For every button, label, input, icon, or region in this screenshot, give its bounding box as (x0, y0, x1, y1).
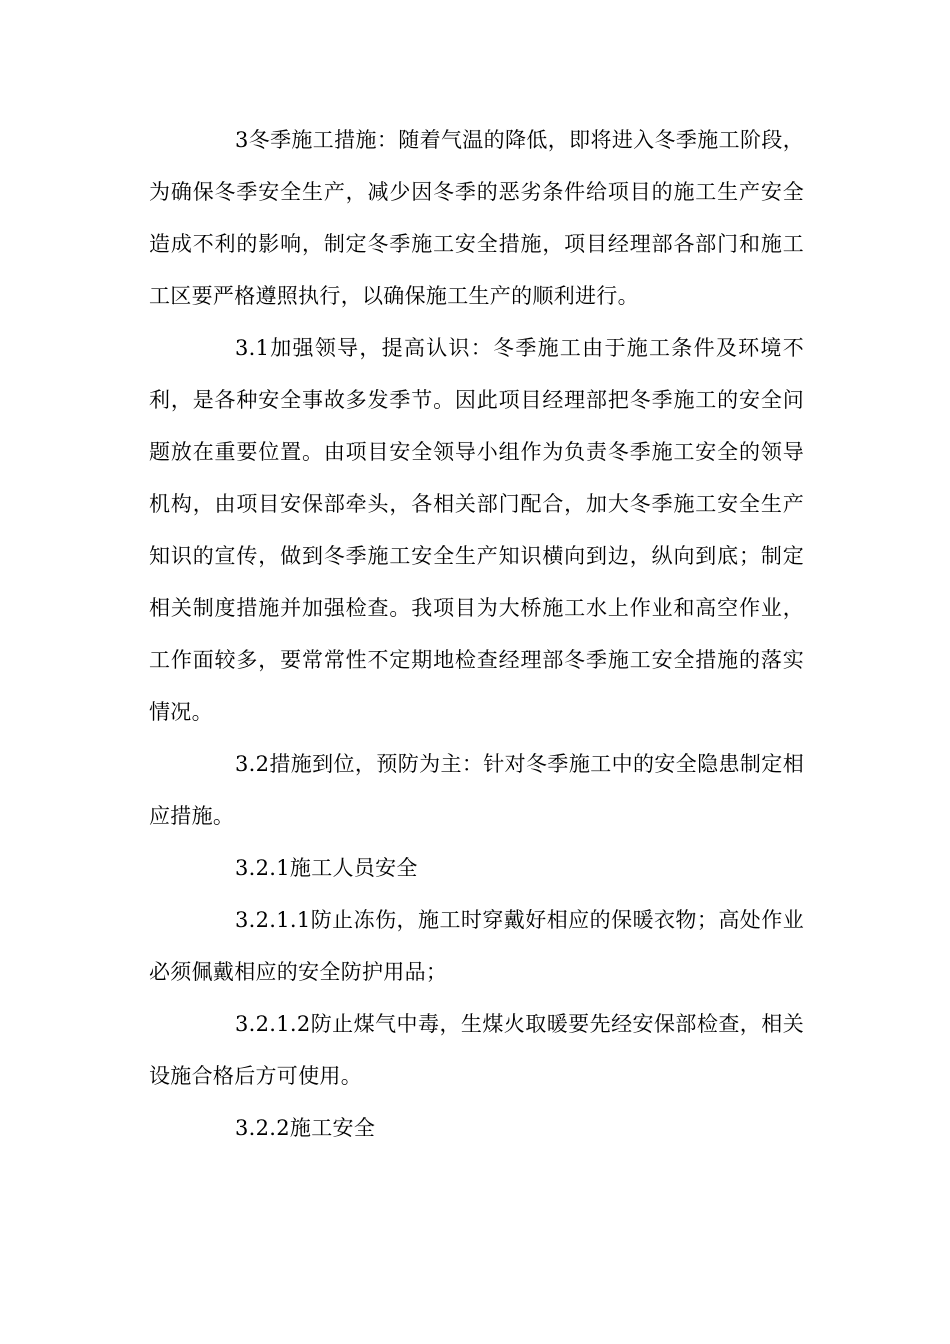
paragraph-gas-poisoning: 3.2.1.2防止煤气中毒，生煤火取暖要先经安保部检查，相关设施合格后方可使用。 (149, 1012, 804, 1088)
paragraph-winter-measures: 3冬季施工措施：随着气温的降低，即将进入冬季施工阶段，为确保冬季安全生产，减少因冬季的恶劣条件给项目的施工生产安全造成不利的影响，制定冬季施工安全措施，项目经理部各部门和施工工区要严格遵照执行，以确保施工生产的顺利进行。 (149, 128, 804, 308)
heading-construction-safety: 3.2.2施工安全 (235, 1116, 376, 1140)
paragraph-frostbite: 3.2.1.1防止冻伤，施工时穿戴好相应的保暖衣物；高处作业必须佩戴相应的安全防护用品； (149, 908, 804, 984)
paragraph-prevention: 3.2措施到位，预防为主：针对冬季施工中的安全隐患制定相应措施。 (149, 752, 804, 828)
heading-personnel-safety: 3.2.1施工人员安全 (235, 856, 418, 880)
document-body (149, 114, 804, 1154)
paragraph-leadership: 3.1加强领导，提高认识：冬季施工由于施工条件及环境不利，是各种安全事故多发季节。因此项目经理部把冬季施工的安全问题放在重要位置。由项目安全领导小组作为负责冬季施工安全的领导机构，由项目安保部牵头，各相关部门配合，加大冬季施工安全生产知识的宣传，做到冬季施工安全生产知识横向到边，纵向到底；制定相关制度措施并加强检查。我项目为大桥施工水上作业和高空作业，工作面较多，要常常性不定期地检查经理部冬季施工安全措施的落实情况。 (149, 336, 804, 724)
